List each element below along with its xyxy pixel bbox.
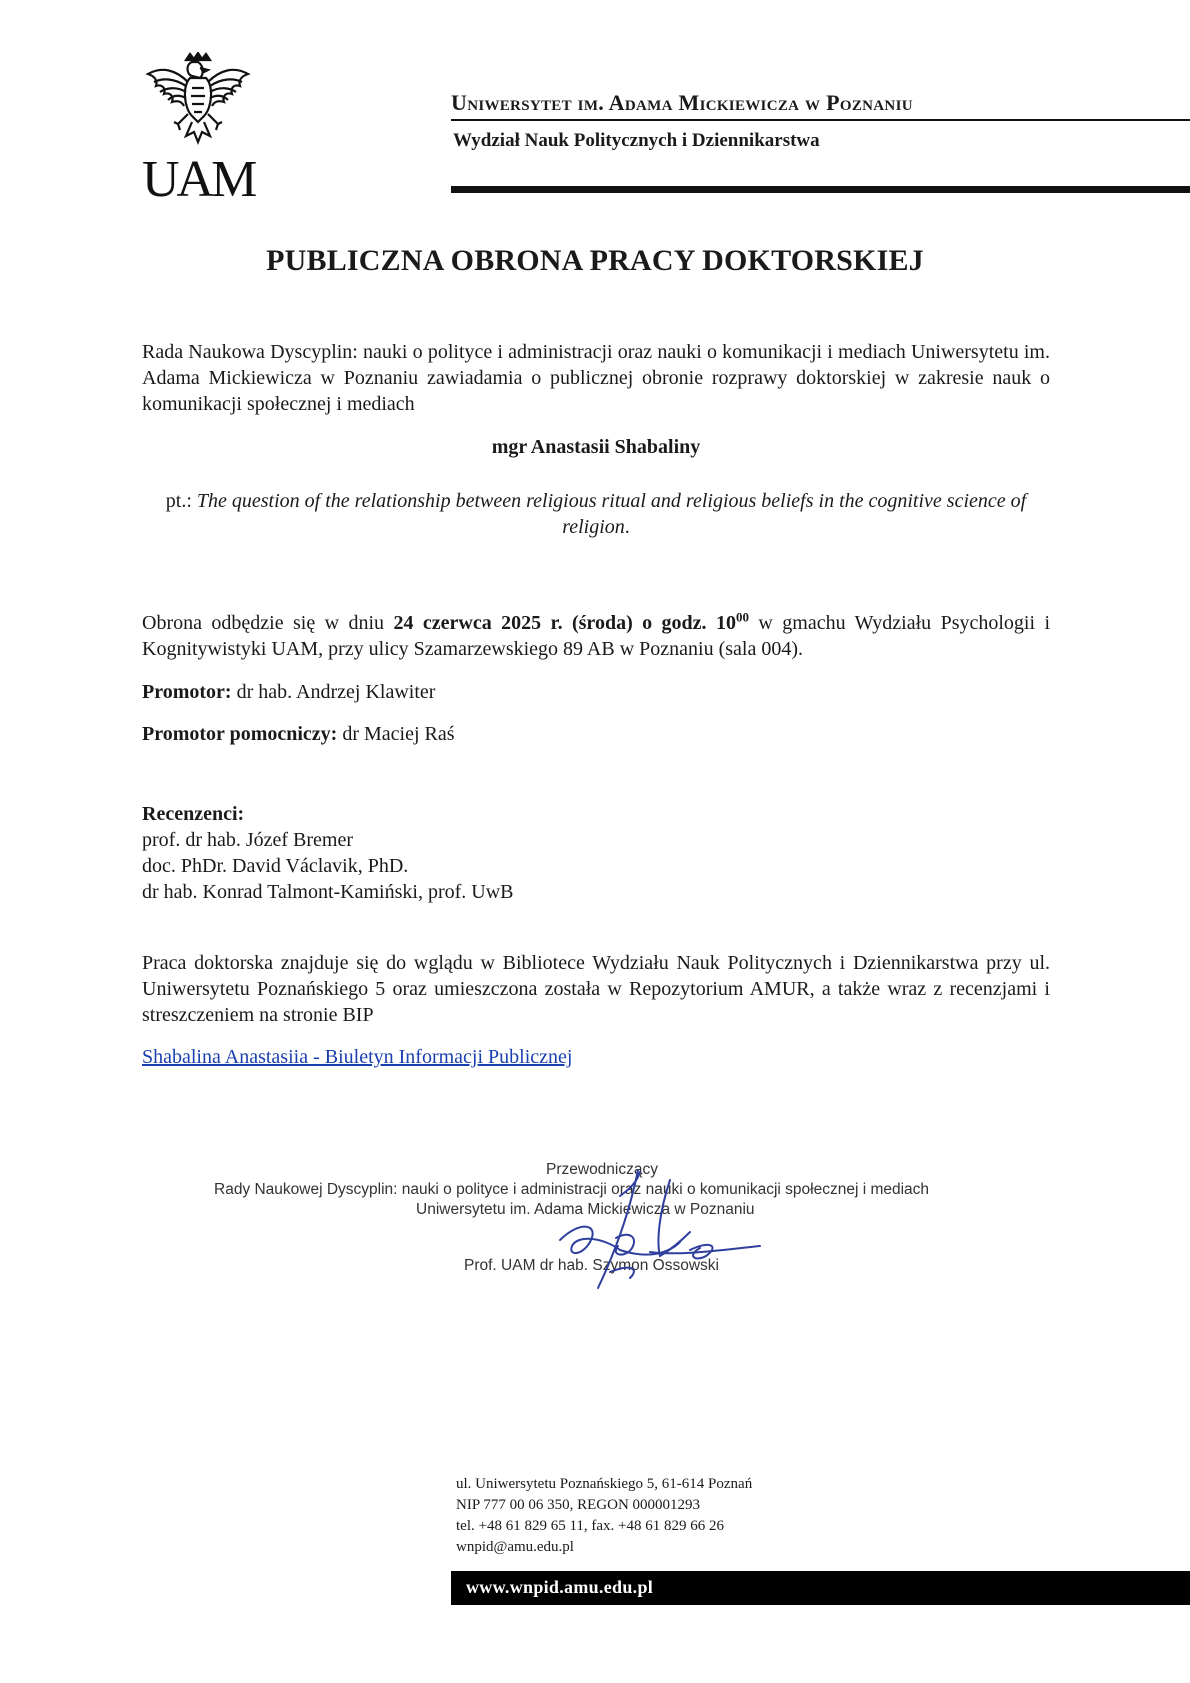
- logo-text: UAM: [142, 151, 255, 208]
- availability-paragraph: Praca doktorska znajduje się do wglądu w Bibliotece Wydziału Nauk Politycznych i Dziennikarstwa przy ul. Uniwersytetu Poznańskiego 5 oraz umieszczona została w Repozytorium AMUR, a także wraz z recenzjami i streszczeniem na stronie BIP: [142, 952, 1050, 1026]
- footer-address: ul. Uniwersytetu Poznańskiego 5, 61-614 Poznań: [456, 1476, 753, 1492]
- defense-date-text: 24 czerwca 2025 r. (środa) o godz. 10: [393, 612, 736, 634]
- intro-paragraph: Rada Naukowa Dyscyplin: nauki o polityce i administracji oraz nauki o komunikacji i mediach Uniwersytetu im. Adama Mickiewicza w Poznaniu zawiadamia o publicznej obronie rozprawy doktorskiej w zakresie nauk o komunikacji społecznej i mediach: [142, 341, 1050, 415]
- promotor-value: dr hab. Andrzej Klawiter: [236, 681, 436, 703]
- promotor-label: Promotor:: [142, 681, 232, 703]
- defense-text-before: Obrona odbędzie się w dniu: [142, 612, 385, 634]
- footer-ids: NIP 777 00 06 350, REGON 000001293: [456, 1497, 701, 1513]
- eagle-emblem-icon: [142, 52, 254, 162]
- thesis-title-text: The question of the relationship between religious ritual and religious beliefs in the cognitive science of religion: [196, 490, 1027, 538]
- thesis-prefix: pt.:: [165, 490, 192, 512]
- defense-date: [393, 609, 749, 634]
- candidate-name: mgr Anastasii Shabaliny: [491, 436, 701, 458]
- signature-role: Przewodniczący: [546, 1161, 658, 1178]
- reviewer-item: dr hab. Konrad Talmont-Kamiński, prof. UwB: [142, 881, 514, 903]
- reviewers-label: Recenzenci:: [142, 803, 245, 825]
- header-divider-thick: [451, 186, 1190, 193]
- assistant-promotor-line: [142, 721, 1050, 747]
- handwritten-signature: [520, 1160, 780, 1300]
- signature-university: Uniwersytetu im. Adama Mickiewicza w Poznaniu: [416, 1201, 755, 1218]
- footer-contact: [456, 1474, 752, 1558]
- thesis-suffix: .: [624, 516, 630, 538]
- faculty-name: Wydział Nauk Politycznych i Dziennikarstwa: [453, 130, 820, 151]
- signature-name: Prof. UAM dr hab. Szymon Ossowski: [464, 1257, 719, 1274]
- footer-website: www.wnpid.amu.edu.pl: [466, 1577, 654, 1597]
- university-name: Uniwersytet im. Adama Mickiewicza w Poznaniu: [451, 90, 913, 115]
- defense-text-after: w gmachu Wydziału Psychologii i Kognitywistyki UAM, przy ulicy Szamarzewskiego 89 AB w Poznaniu (sala 004).: [142, 612, 1051, 660]
- page-title: PUBLICZNA OBRONA PRACY DOKTORSKIEJ: [266, 244, 924, 277]
- assistant-promotor-value: dr Maciej Raś: [342, 723, 455, 745]
- reviewer-item: prof. dr hab. Józef Bremer: [142, 829, 354, 851]
- signature-council: Rady Naukowej Dyscyplin: nauki o polityce i administracji oraz nauki o komunikacji społecznej i mediach: [214, 1181, 930, 1198]
- header-divider-thin: [451, 119, 1190, 121]
- promotor-line: [142, 679, 1050, 705]
- bip-link[interactable]: Shabalina Anastasiia - Biuletyn Informacji Publicznej: [142, 1046, 573, 1068]
- assistant-promotor-label: Promotor pomocniczy:: [142, 723, 338, 745]
- signature-icon: [520, 1160, 780, 1300]
- footer-bar: [451, 1571, 1190, 1605]
- defense-details: [142, 610, 1050, 662]
- footer-email: wnpid@amu.edu.pl: [456, 1539, 574, 1555]
- uam-logo: [142, 52, 255, 208]
- defense-time-minutes: 00: [735, 609, 749, 625]
- bip-link-line: [142, 1044, 1050, 1070]
- reviewers-section: [142, 801, 1050, 905]
- thesis-title: [142, 488, 1050, 540]
- footer-phone: tel. +48 61 829 65 11, fax. +48 61 829 66 26: [456, 1518, 725, 1534]
- reviewer-item: doc. PhDr. David Václavik, PhD.: [142, 855, 409, 877]
